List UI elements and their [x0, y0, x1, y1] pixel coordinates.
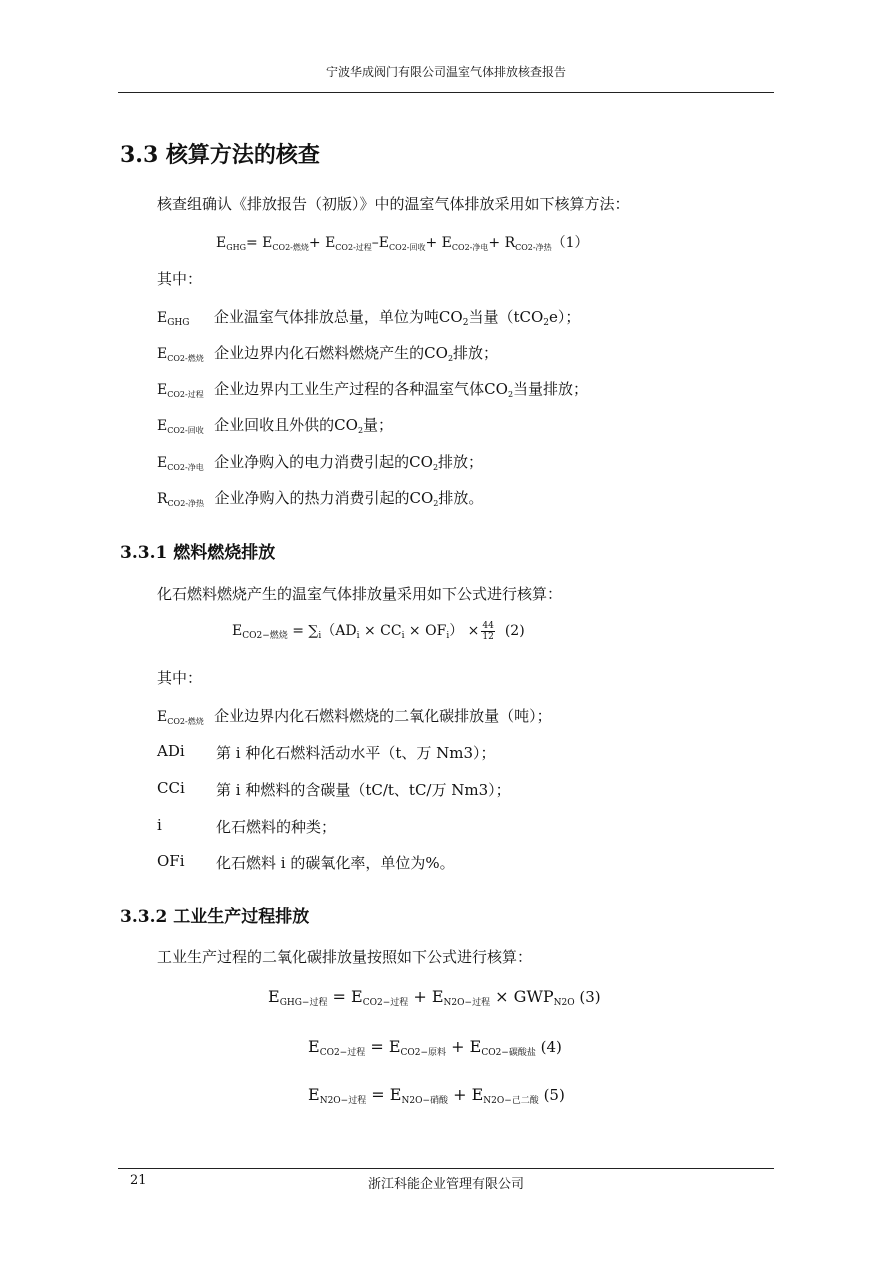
- page-number: 21: [130, 1173, 147, 1188]
- def-e-co2-process: $E_{CO2-过程}$ 企业边界内工业生产过程的各种温室气体$CO_2$当量排放；: [157, 380, 589, 399]
- equation-2: $E_{CO2-燃烧} = \sum_i(AD_i \times CC_i \times OF_i)$ × $\frac{44}{12}$ (2): [232, 620, 525, 642]
- fraction-44-12: $\frac{44}{12}$: [482, 620, 494, 642]
- def-e-co2-recovery: $E_{CO2-回收}$ 企业回收且外供的$CO_2$量；: [157, 416, 394, 435]
- def-r-co2-heat: $R_{CO2-净热}$ 企业净购入的热力消费引起的$CO_2$排放。: [157, 489, 484, 508]
- equation-3: $E_{GHG-过程} = E_{CO2-过程} + E_{N2O-过程} \times GWP_{N2O}$ (3): [268, 987, 601, 1008]
- equation-1: $E_{GHG}= E_{CO2-燃烧}+ E_{CO2-过程}-E_{CO2-回收}+ E_{CO2-净电}+ R_{CO2-净热}(1)$: [216, 235, 589, 252]
- subsection-intro-process: 工业生产过程的二氧化碳排放量按照如下公式进行核算：: [157, 948, 533, 966]
- subsection-title-fuel: 3.3.1 燃料燃烧排放: [120, 543, 276, 563]
- header-rule: [118, 92, 774, 93]
- def2-cci-sym: CCi: [157, 779, 185, 797]
- def2-e-co2-fuel: $E_{CO2-燃烧}$ 企业边界内化石燃料燃烧的二氧化碳排放量（吨）；: [157, 707, 552, 726]
- def2-cci-text: 第 i 种燃料的含碳量（tC/t、tC/万 Nm3）；: [216, 781, 511, 799]
- subsection-title-process: 3.3.2 工业生产过程排放: [120, 907, 310, 927]
- footer-rule: [118, 1168, 774, 1169]
- def2-adi-text: 第 i 种化石燃料活动水平（t、万 Nm3）；: [216, 744, 496, 762]
- def-e-ghg: $E_{GHG}$ 企业温室气体排放总量，单位为吨$CO_2$当量（tCO$_2$e）；: [157, 308, 581, 328]
- def2-adi-sym: ADi: [157, 742, 185, 760]
- subsection-intro-fuel: 化石燃料燃烧产生的温室气体排放量采用如下公式进行核算：: [157, 585, 563, 603]
- where-label-2: 其中：: [157, 669, 203, 687]
- def-e-co2-electricity: $E_{CO2-净电}$ 企业净购入的电力消费引起的$CO_2$排放；: [157, 453, 484, 472]
- section-title: 3.3 核算方法的核查: [120, 142, 320, 168]
- equation-5: $E_{N2O-过程} = E_{N2O-硝酸} + E_{N2O-己二酸}$ (5): [308, 1085, 565, 1106]
- footer-company: 浙江科能企业管理有限公司: [367, 1177, 524, 1192]
- running-header: 宁波华成阀门有限公司温室气体排放核查报告: [325, 65, 566, 79]
- def2-i-sym: i: [157, 816, 162, 834]
- def2-ofi-sym: OFi: [157, 852, 185, 870]
- section-intro: 核查组确认《排放报告（初版）》中的温室气体排放采用如下核算方法：: [157, 195, 630, 213]
- where-label: 其中：: [157, 270, 203, 288]
- def-e-co2-fuel: $E_{CO2-燃烧}$ 企业边界内化石燃料燃烧产生的$CO_2$排放；: [157, 344, 499, 363]
- def2-i-text: 化石燃料的种类；: [216, 818, 337, 836]
- def2-ofi-text: 化石燃料 i 的碳氧化率，单位为%。: [216, 854, 455, 872]
- equation-4: $E_{CO2-过程} = E_{CO2-原料} + E_{CO2-碳酸盐}$ (4): [308, 1037, 562, 1058]
